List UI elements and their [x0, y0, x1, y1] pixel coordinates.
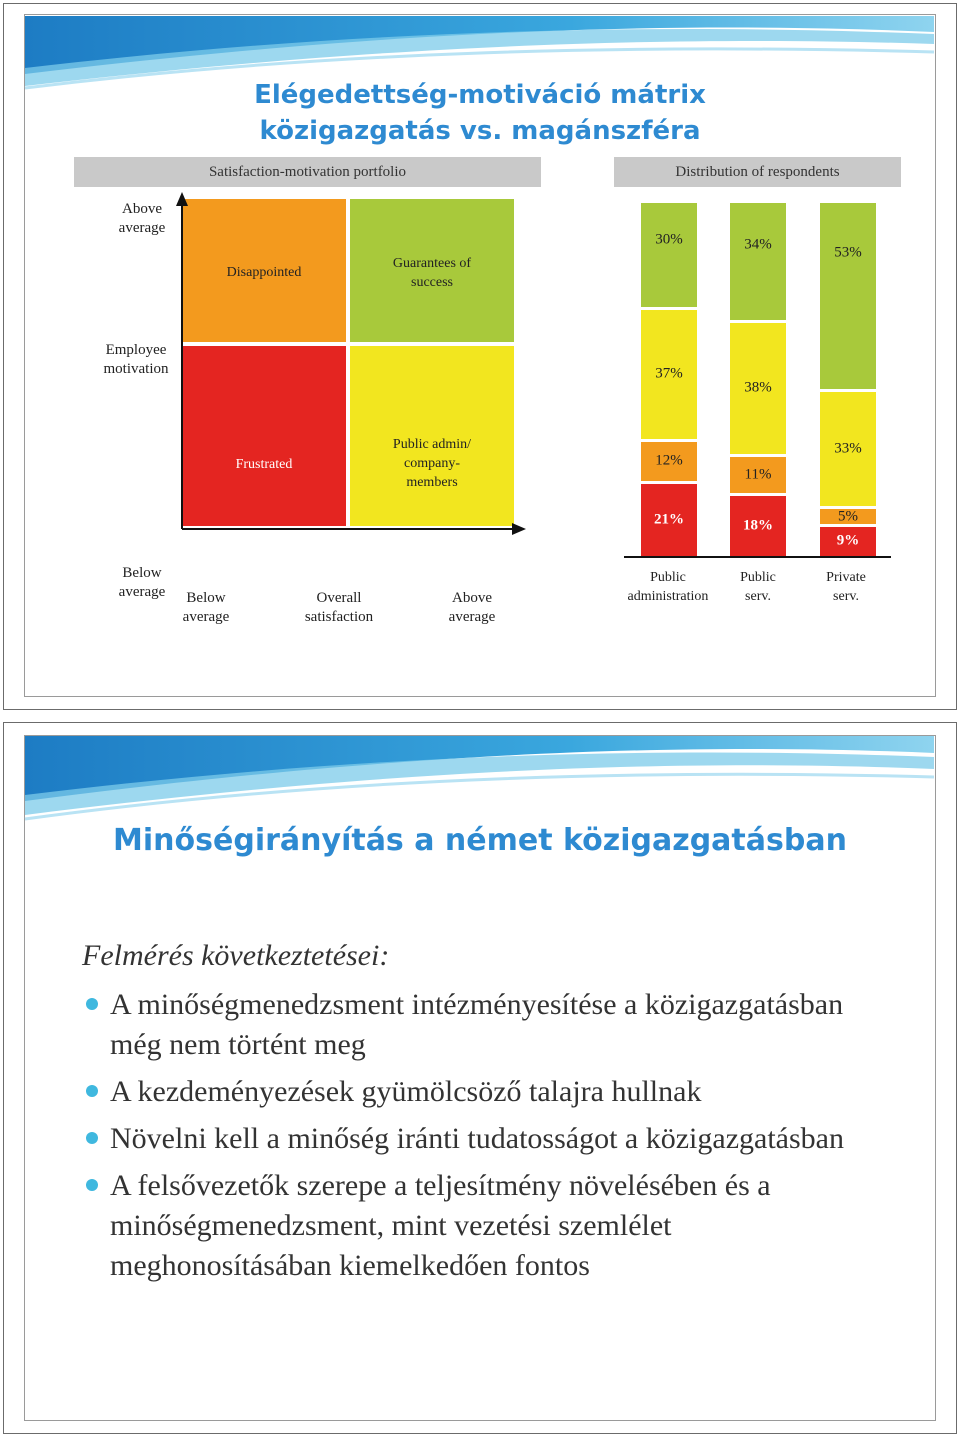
bullet-text: A minőségmenedzsment intézményesítése a közigazgatásban még nem történt meg [110, 988, 844, 1061]
bullet-dot-icon [86, 998, 98, 1010]
slide-title: Minőségirányítás a német közigazgatásban [113, 823, 847, 858]
bullet-dot-icon [86, 1179, 98, 1191]
category-label-0: Public administration [627, 570, 709, 604]
category-label-1: Public serv. [740, 570, 776, 604]
list-item [82, 1119, 882, 1159]
label-public-admin: Public admin/ company-members [392, 437, 472, 490]
bar-segment [820, 203, 876, 389]
label-guarantees: Guarantees of success [392, 256, 472, 290]
slide-subtitle: Felmérés következtetései: [82, 939, 390, 972]
bullet-text: A felsővezetők szerepe a teljesítmény növelésében és a minőségmenedzsment, mint vezetési szemlélet meghonosításában kiemelkedően fontos [110, 1169, 771, 1282]
list-item [82, 985, 882, 1065]
data-label: 53% [834, 244, 862, 261]
x-axis-title: Overall satisfaction [304, 590, 374, 625]
label-disappointed: Disappointed [226, 265, 302, 280]
data-label: 21% [654, 511, 684, 528]
header-swoosh-decoration [4, 723, 957, 883]
slide-title-line1: Elégedettség-motiváció mátrix [254, 80, 706, 110]
bar-segment [641, 203, 697, 307]
bullet-text: Növelni kell a minőség iránti tudatosságot a közigazgatásban [110, 1122, 844, 1155]
bullet-list [82, 985, 882, 1293]
category-label-2: Private serv. [826, 570, 866, 604]
x-axis-left-label: Below average [182, 590, 230, 625]
list-item [82, 1166, 882, 1286]
data-label: 9% [836, 532, 860, 549]
slide-title-line2: közigazgatás vs. magánszféra [259, 116, 701, 146]
distribution-header: Distribution of respondents [614, 157, 901, 187]
list-item [82, 1072, 882, 1112]
data-label: 34% [744, 236, 772, 253]
data-label: 11% [744, 466, 772, 483]
data-label: 18% [743, 517, 773, 534]
data-label: 33% [834, 440, 862, 457]
y-axis-title: Employee motivation [103, 342, 169, 377]
bullet-text: A kezdeményezések gyümölcsöző talajra hullnak [110, 1075, 702, 1108]
slide-satisfaction-matrix [3, 3, 957, 710]
label-frustrated: Frustrated [235, 457, 293, 472]
data-label: 30% [655, 231, 683, 248]
bar-segment [730, 203, 786, 320]
data-label: 37% [655, 365, 683, 382]
data-label: 12% [655, 452, 683, 469]
baseline [624, 556, 891, 558]
bullet-dot-icon [86, 1085, 98, 1097]
bullet-dot-icon [86, 1132, 98, 1144]
data-label: 5% [838, 508, 858, 525]
x-axis-right-label: Above average [448, 590, 496, 625]
portfolio-header: Satisfaction-motivation portfolio [74, 157, 541, 187]
quadrant-frustrated [182, 346, 346, 526]
x-axis-arrow [512, 523, 526, 535]
slide-quality-management [3, 722, 957, 1434]
y-axis-top-label: Above average [118, 201, 166, 236]
y-axis-bottom-label: Below average [118, 565, 166, 600]
data-label: 38% [744, 379, 772, 396]
